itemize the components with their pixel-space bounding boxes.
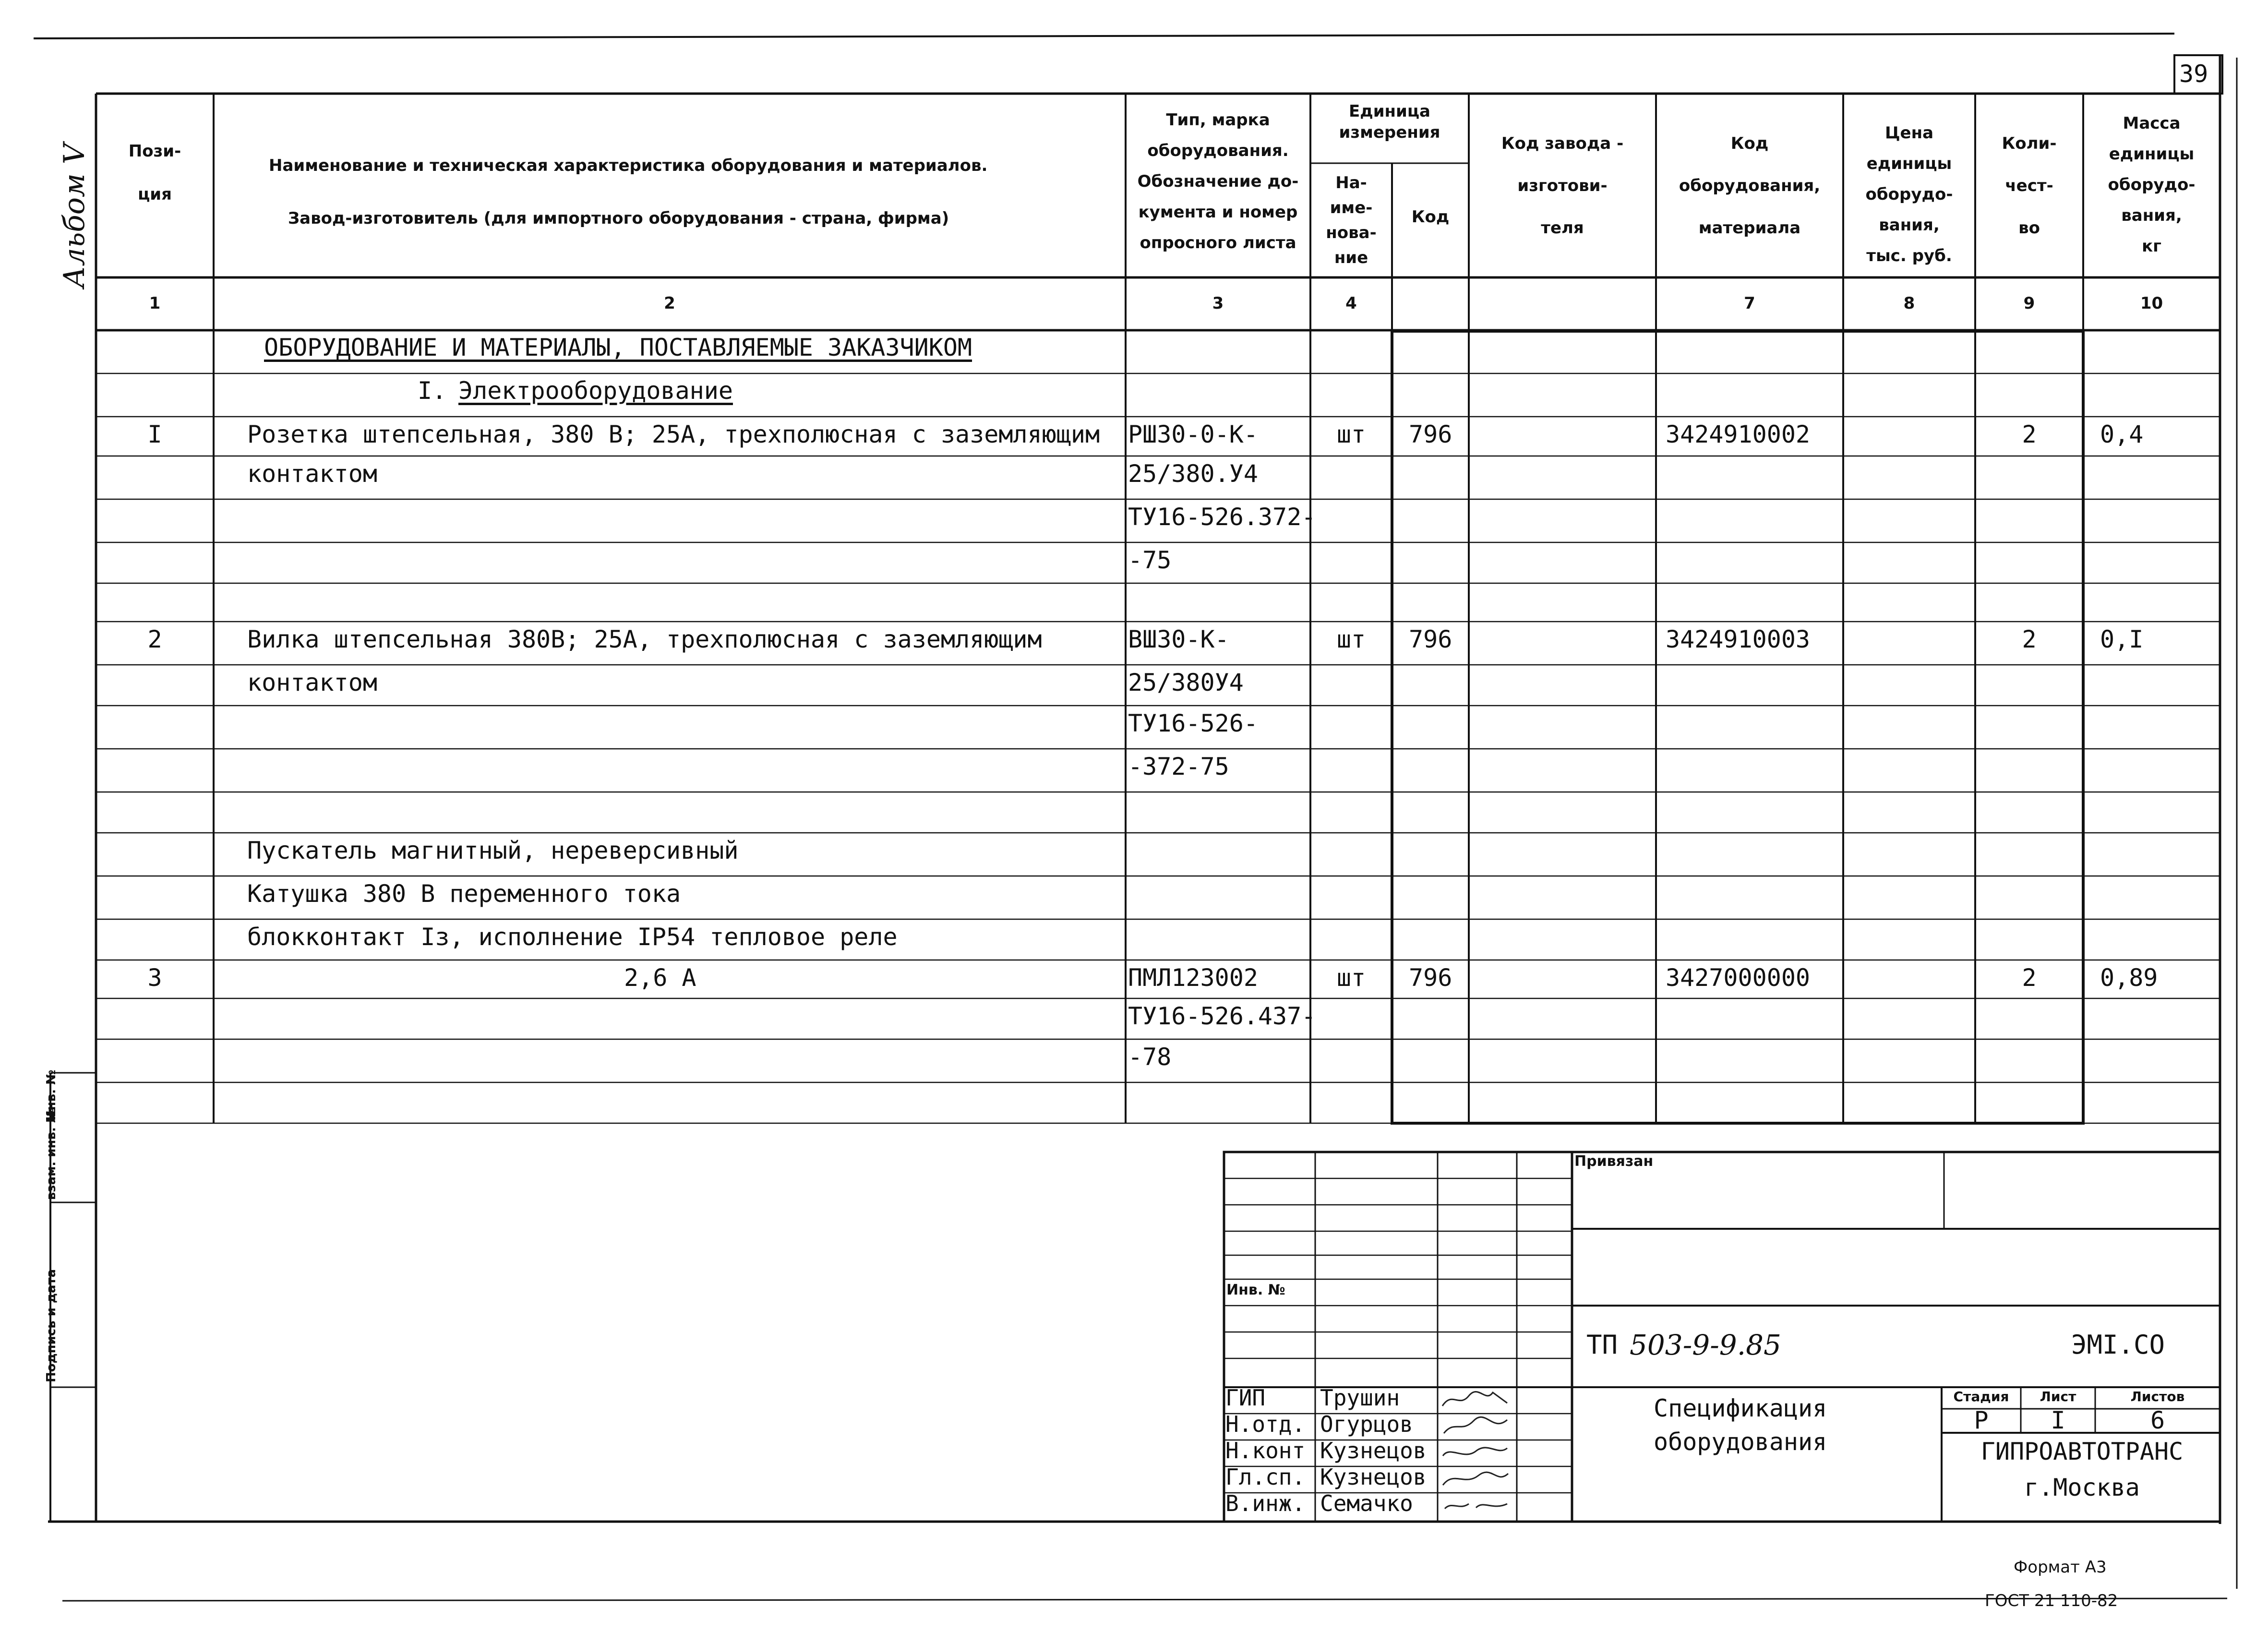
header-equip-code: Код оборудования, материала [1679,134,1821,238]
side-vzam-label: взам. инв. № [44,1107,59,1200]
signature-icon [1440,1389,1512,1410]
col-num: 4 [1345,294,1357,313]
col-num: 2 [664,294,675,313]
cell-code: 796 [1409,625,1452,653]
doc-mark: ЭМI.СО [2071,1330,2165,1360]
cell-unit: шт [1336,964,1366,992]
staff-name: Кузнецов [1320,1438,1427,1464]
sheets-label: Листов [2130,1389,2185,1404]
col-num: 7 [1744,294,1755,313]
cell-type: -75 [1128,546,1172,574]
sheet-label: Лист [2040,1389,2076,1404]
side-inv-label: Инв. № [44,1069,59,1121]
cell-pos: I [147,420,162,448]
cell-unit: шт [1336,420,1366,448]
staff-name: Семачко [1320,1490,1413,1516]
cell-name: контактом [247,460,377,488]
doc-title-line2: оборудования [1654,1428,1827,1456]
format-label: Формат А3 [2014,1558,2107,1577]
city: г.Москва [2024,1474,2140,1501]
col-num: 10 [2140,294,2163,313]
header-unit-code: Код [1411,207,1450,227]
cell-name: контактом [247,669,377,696]
cell-code: 796 [1409,964,1452,992]
cell-type: ВШ30-К- [1128,625,1229,653]
col-num: 3 [1212,294,1224,313]
cell-type: -372-75 [1128,753,1229,780]
header-price: Цена единицы оборудо- вания, тыс. руб. [1865,123,1953,265]
cell-equip-code: 3424910002 [1666,420,1811,448]
header-type: Тип, марка оборудования. Обозначение до- кумента и номер опросного листа [1137,110,1299,252]
cell-name: 2,6 А [624,964,696,992]
cell-type: РШ30-0-К- [1128,420,1258,448]
staff-name: Кузнецов [1320,1464,1427,1490]
staff-role: В.инж. [1225,1490,1306,1516]
cell-type: 25/380У4 [1128,669,1244,696]
col-num: 8 [1903,294,1915,313]
cell-name: Вилка штепсельная 380В; 25А, трехполюсная с заземляющим [247,625,1042,653]
signature-icon [1440,1468,1512,1489]
subsection-title: Электрооборудование [458,377,733,405]
cell-name: Катушка 380 В переменного тока [247,880,681,908]
cell-pos: 2 [147,625,162,653]
cell-name: Пускатель магнитный, нереверсивный [247,837,739,864]
signature-icon [1440,1441,1512,1463]
section-title: ОБОРУДОВАНИЕ И МАТЕРИАЛЫ, ПОСТАВЛЯЕМЫЕ ЗАКАЗЧИКОМ [264,334,972,361]
signature-icon [1440,1415,1512,1436]
cell-unit: шт [1336,625,1366,653]
cell-equip-code: 3427000000 [1666,964,1811,992]
header-qty: Коли- чест- во [2002,134,2057,238]
doc-title-line1: Спецификация [1654,1394,1827,1422]
signature-icon [1440,1494,1512,1515]
header-pos: Пози- ция [128,142,181,204]
cell-name: блокконтакт Iз, исполнение IP54 тепловое реле [247,923,898,951]
header-name: Наименование и техническая характеристика оборудования и материалов. Завод-изготовитель (для импортного оборудования - страна, фирма) [269,156,988,228]
header-unit-group: Единица измерения [1339,102,1440,142]
stage-value: Р [1974,1406,1989,1434]
cell-type: -78 [1128,1043,1172,1071]
staff-name: Трушин [1320,1385,1400,1411]
staff-role: Н.отд. [1225,1411,1306,1437]
cell-equip-code: 3424910003 [1666,625,1811,653]
cell-type: ТУ16-526.372- [1128,503,1316,531]
gost-label: ГОСТ 21 110-82 [1985,1591,2118,1610]
staff-role: Н.конт [1225,1438,1306,1464]
cell-qty: 2 [2022,964,2037,992]
organization: ГИПРОАВТОТРАНС [1980,1438,2184,1465]
subsection-number: I. [418,377,447,405]
page-number: 39 [2179,60,2208,88]
sheets-value: 6 [2150,1406,2165,1434]
header-factory: Код завода - изготови- теля [1501,134,1624,238]
doc-number: 503-9-9.85 [1630,1329,1781,1361]
col-num: 9 [2023,294,2035,313]
cell-pos: 3 [147,964,162,992]
cell-mass: 0,I [2100,625,2144,653]
staff-name: Огурцов [1320,1411,1413,1437]
cell-qty: 2 [2022,625,2037,653]
staff-role: ГИП [1225,1385,1266,1411]
album-note: Альбом V [58,143,91,288]
cell-qty: 2 [2022,420,2037,448]
cell-code: 796 [1409,420,1452,448]
cell-type: ПМЛ123002 [1128,964,1258,992]
doc-code: ТП [1586,1330,1618,1360]
cell-type: 25/380.У4 [1128,460,1258,488]
cell-type: ТУ16-526.437- [1128,1002,1316,1030]
sheet-value: I [2051,1406,2065,1434]
staff-role: Гл.сп. [1225,1464,1306,1490]
cell-mass: 0,89 [2100,964,2158,992]
cell-mass: 0,4 [2100,420,2144,448]
header-mass: Масса единицы оборудо- вания, кг [2108,114,2196,256]
header-unit-name: На- име- нова- ние [1326,173,1377,267]
cell-type: ТУ16-526- [1128,709,1258,737]
side-podpis-label: Подпись и дата [44,1269,59,1382]
inv-no-label: Инв. № [1226,1282,1285,1298]
cell-name: Розетка штепсельная, 380 В; 25А, трехполюсная с заземляющим [247,420,1100,448]
col-num: 1 [149,294,161,313]
stage-label: Стадия [1953,1389,2009,1404]
privyazan-label: Привязан [1574,1153,1654,1170]
